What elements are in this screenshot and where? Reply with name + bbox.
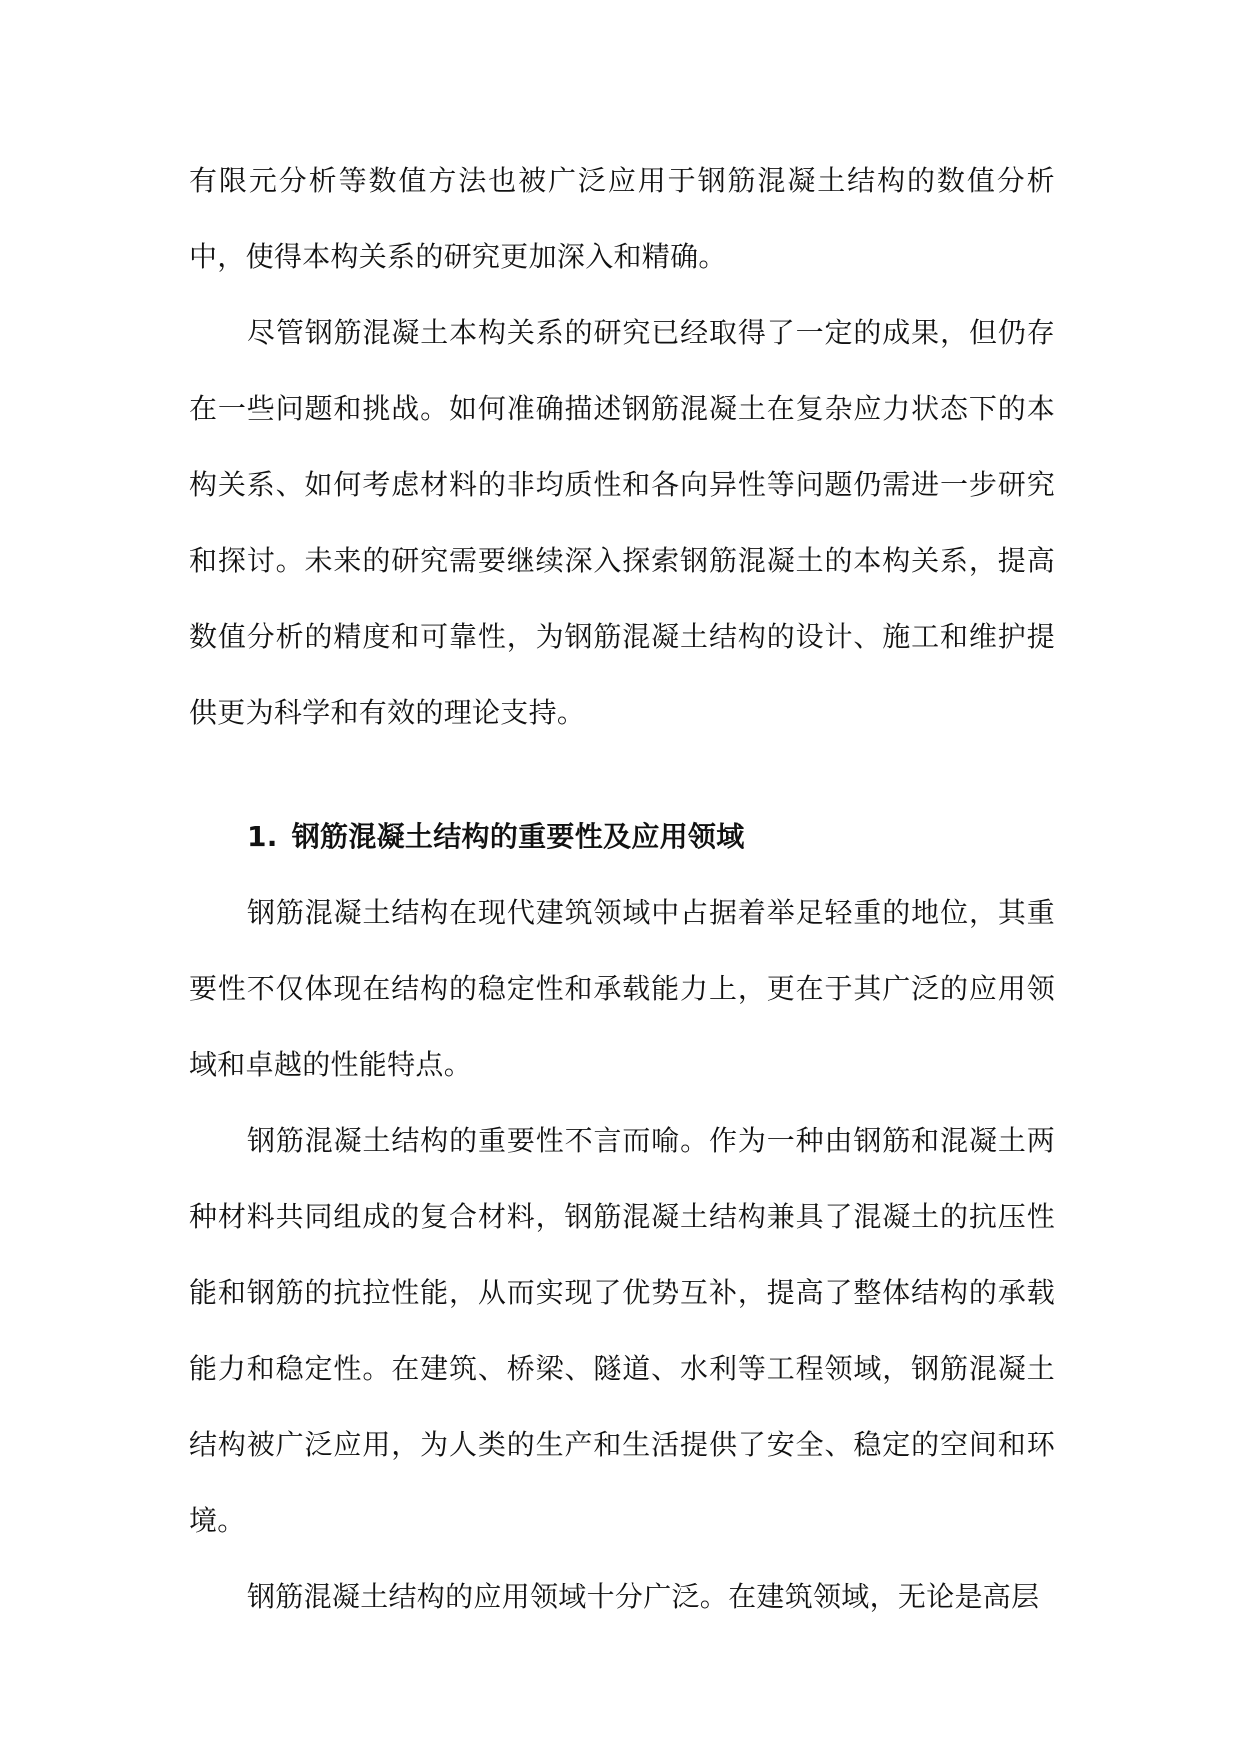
paragraph-challenges: 尽管钢筋混凝土本构关系的研究已经取得了一定的成果，但仍存在一些问题和挑战。如何准确描述钢筋混凝土在复杂应力状态下的本构关系、如何考虑材料的非均质性和各向异性等问题仍需进一步研究和探讨。未来的研究需要继续深入探索钢筋混凝土的本构关系，提高数值分析的精度和可靠性，为钢筋混凝土结构的设计、施工和维护提供更为科学和有效的理论支持。: [189, 316, 1055, 729]
section-number: 1.: [247, 820, 278, 853]
paragraph-importance: 钢筋混凝土结构的重要性不言而喻。作为一种由钢筋和混凝土两种材料共同组成的复合材料，钢筋混凝土结构兼具了混凝土的抗压性能和钢筋的抗拉性能，从而实现了优势互补，提高了整体结构的承载能力和稳定性。在建筑、桥梁、隧道、水利等工程领域，钢筋混凝土结构被广泛应用，为人类的生产和生活提供了安全、稳定的空间和环境。: [189, 1124, 1055, 1537]
paragraph-continued: 有限元分析等数值方法也被广泛应用于钢筋混凝土结构的数值分析中，使得本构关系的研究更加深入和精确。: [189, 164, 1055, 273]
paragraph-importance-intro: 钢筋混凝土结构在现代建筑领域中占据着举足轻重的地位，其重要性不仅体现在结构的稳定性和承载能力上，更在于其广泛的应用领域和卓越的性能特点。: [189, 896, 1055, 1081]
section-heading: [189, 799, 1055, 875]
paragraph-applications: 钢筋混凝土结构的应用领域十分广泛。在建筑领域，无论是高层: [247, 1580, 1040, 1613]
document-body: [189, 143, 1055, 1635]
section-title: 钢筋混凝土结构的重要性及应用领域: [291, 820, 745, 853]
